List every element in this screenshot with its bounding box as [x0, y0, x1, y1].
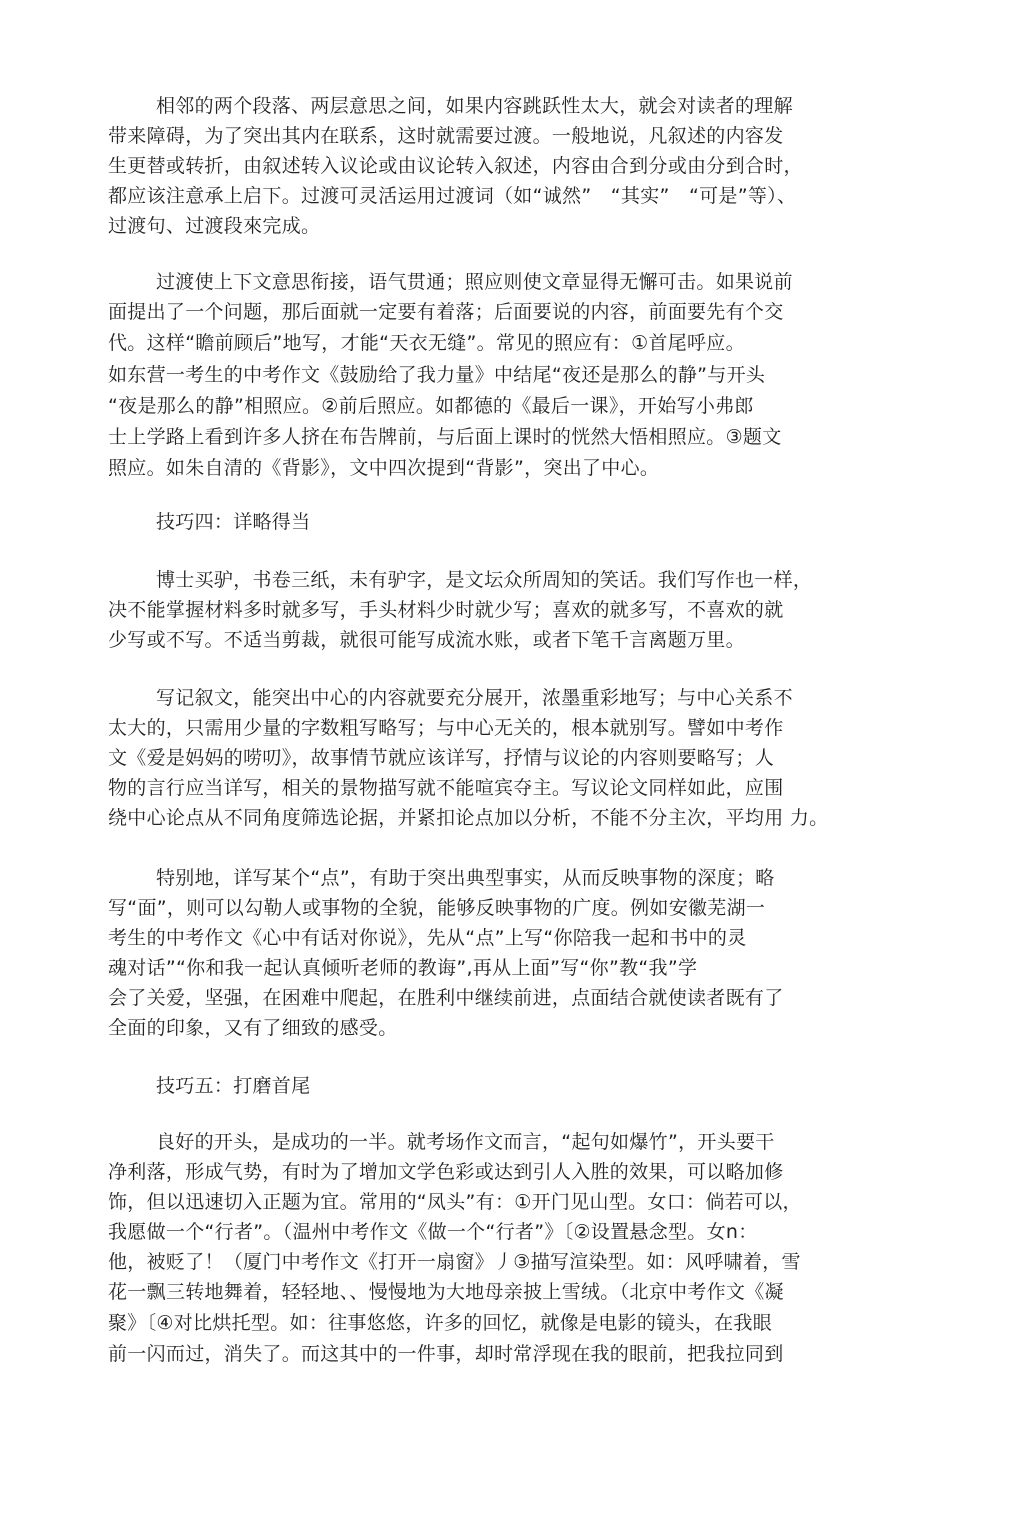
text-line: 决不能掌握材料多时就多写，手头材料少时就少写；喜欢的就多写，不喜欢的就: [108, 599, 784, 621]
text-line: 饰，但以迅速切入正题为宜。常用的“凤头”有：①开门见山型。女口：倘若可以，: [108, 1191, 802, 1213]
text-line: 过渡句、过渡段來完成。: [108, 215, 321, 237]
text-line: 良好的开头，是成功的一半。就考场作文而言，“起句如爆竹”，开头要干: [156, 1131, 775, 1153]
text-line: 写“面”，则可以勾勒人或事物的全貌，能够反映事物的广度。例如安徽芜湖一: [108, 897, 766, 919]
text-line: 带来障碍，为了突出其内在联系，这时就需要过渡。一般地说，凡叙述的内容发: [108, 125, 784, 147]
text-line: 照应。如朱自清的《背影》，文中四次提到“背影”，突出了中心。: [108, 457, 660, 479]
text-line: 写记叙文，能突出中心的内容就要充分展开，浓墨重彩地写；与中心关系不: [156, 687, 793, 709]
text-line: 代。这样“瞻前顾后”地写，才能“天衣无缝”。常见的照应有：①首尾呼应。: [108, 332, 745, 354]
text-line: “夜是那么的静”相照应。②前后照应。如都德的《最后一课》，开始写小弗郎: [108, 395, 754, 417]
text-line: 全面的印象，又有了细致的感受。: [108, 1017, 398, 1039]
heading-text: 技巧四：详略得当: [156, 511, 311, 533]
text-line: 魂对话”“你和我一起认真倾听老师的教诲”,再从上面”写“你”教“我”学: [108, 957, 698, 979]
text-line: 花一飘三转地舞着，轻轻地、、慢慢地为大地母亲披上雪绒。（北京中考作文《凝: [108, 1281, 784, 1303]
text-line: 士上学路上看到许多人挤在布告牌前，与后面上课时的恍然大悟相照应。③题文: [108, 426, 782, 448]
heading-text: 技巧五：打磨首尾: [156, 1075, 311, 1097]
text-line: 都应该注意承上启下。过渡可灵活运用过渡词（如“诚然” “其实” “可是”等）、: [108, 185, 797, 207]
text-line: 我愿做一个“行者”。（温州中考作文《做一个“行者”》〔②设置悬念型。女n：: [108, 1221, 758, 1243]
text-line: 考生的中考作文《心中有话对你说》，先从“点”上写“你陪我一起和书中的灵: [108, 927, 747, 949]
text-line: 净利落，形成气势，有时为了增加文学色彩或达到引人入胜的效果，可以略加修: [108, 1161, 784, 1183]
text-line: 文《爱是妈妈的唠叨》，故事情节就应该详写，抒情与议论的内容则要略写；人: [108, 747, 775, 769]
text-line: 生更替或转折，由叙述转入议论或由议论转入叙述，内容由合到分或由分到合时，: [108, 155, 803, 177]
text-line: 如东营一考生的中考作文《鼓励给了我力量》中结尾“夜还是那么的静”与开头: [108, 364, 766, 386]
text-line: 聚》〔④对比烘托型。如：往事悠悠，许多的回忆，就像是电影的镜头，在我眼: [108, 1312, 773, 1334]
text-line: 特别地，详写某个“点”，有助于突出典型事实，从而反映事物的深度；略: [156, 867, 775, 889]
text-line: 博士买驴，书卷三纸，未有驴字，是文坛众所周知的笑话。我们写作也一样，: [156, 569, 813, 591]
text-line: 过渡使上下文意思衔接，语气贯通；照应则使文章显得无懈可击。如果说前: [156, 271, 793, 293]
text-line: 前一闪而过，消失了。而这其中的一件事，却时常浮现在我的眼前，把我拉同到: [108, 1343, 784, 1365]
text-line: 物的言行应当详写，相关的景物描写就不能喧宾夺主。写议论文同样如此，应围: [108, 777, 784, 799]
text-line: 面提出了一个问题，那后面就一定要有着落；后面要说的内容，前面要先有个交: [108, 301, 784, 323]
text-line: 少写或不写。不适当剪裁，就很可能写成流水账，或者下笔千言离题万里。: [108, 629, 745, 651]
text-line: 他，被贬了！（厦门中考作文《打开一扇窗》丿③描写渲染型。如：风呼啸着，雪: [108, 1251, 801, 1273]
text-line: 绕中心论点从不同角度筛选论据，并紧扣论点加以分析，不能不分主次，平均用 力。: [108, 807, 829, 829]
text-line: 会了关爱，坚强，在困难中爬起，在胜利中继续前进，点面结合就使读者既有了: [108, 987, 784, 1009]
text-line: 相邻的两个段落、两层意思之间，如果内容跳跃性太大，就会对读者的理解: [156, 95, 793, 117]
text-line: 太大的，只需用少量的字数粗写略写；与中心无关的，根本就别写。譬如中考作: [108, 717, 784, 739]
